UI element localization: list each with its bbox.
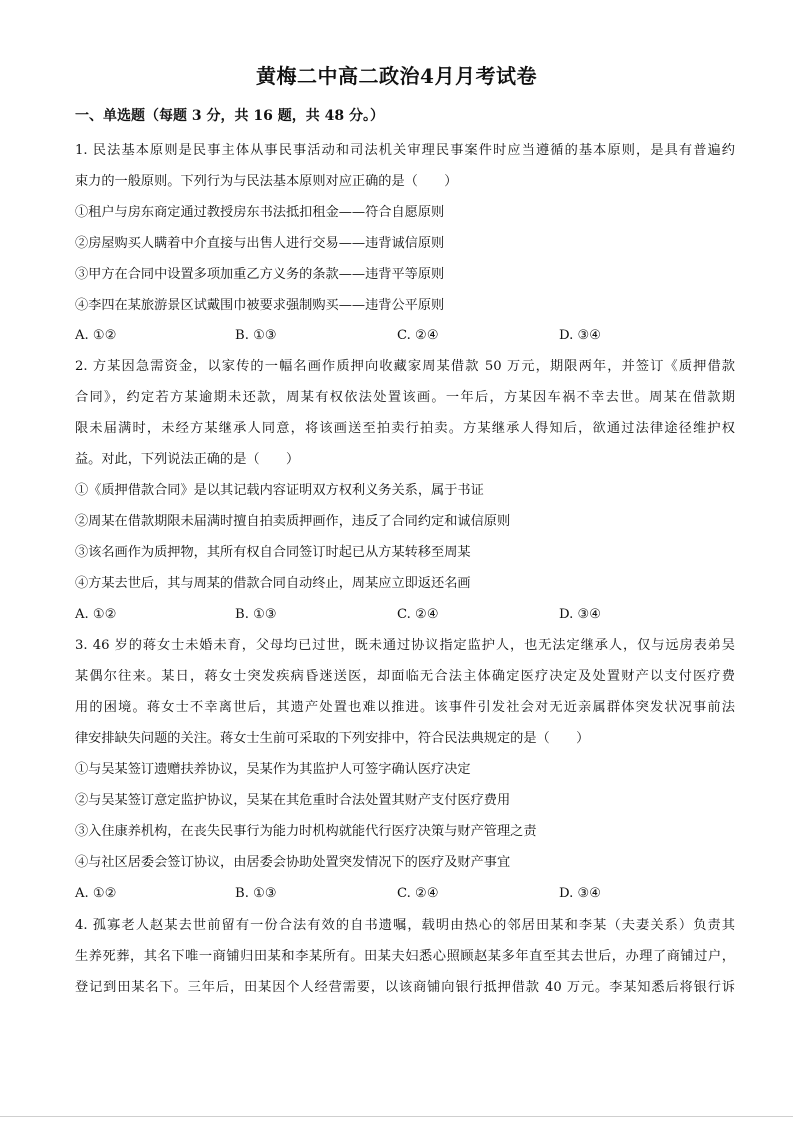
q3-option-c[interactable]: C. ②④ — [397, 886, 439, 901]
q1-item-1: ①租户与房东商定通过教授房东书法抵扣租金——符合自愿原则 — [75, 205, 445, 220]
q3-item-1: ①与吴某签订遗赠扶养协议，吴某作为其监护人可签字确认医疗决定 — [75, 762, 471, 777]
q2-item-2: ②周某在借款期限未届满时擅自拍卖质押画作，违反了合同约定和诚信原则 — [75, 514, 511, 529]
q3-options — [75, 884, 735, 904]
q2-item-4: ④方某去世后，其与周某的借款合同自动终止，周某应立即返还名画 — [75, 576, 471, 591]
q4-stem-line-3: 登记到田某名下。三年后，田某因个人经营需要，以该商铺向银行抵押借款 40 万元。李某知悉后将银行诉 — [75, 980, 735, 995]
q2-item-1: ①《质押借款合同》是以其记载内容证明双方权利义务关系，属于书证 — [75, 483, 484, 498]
q3-item-4: ④与社区居委会签订协议，由居委会协助处置突发情况下的医疗及财产事宜 — [75, 855, 511, 870]
page-title: 黄梅二中高二政治4月月考试卷 — [256, 64, 537, 88]
q2-stem-line-2: 合同》，约定若方某逾期未还款，周某有权依法处置该画。一年后，方某因车祸不幸去世。周某在借款期 — [75, 390, 735, 405]
q2-option-a[interactable]: A. ①② — [75, 607, 117, 622]
q1-stem-line-2: 束力的一般原则。下列行为与民法基本原则对应正确的是（ ） — [75, 174, 458, 189]
q2-item-3: ③该名画作为质押物，其所有权自合同签订时起已从方某转移至周某 — [75, 545, 471, 560]
q2-stem-line-3: 限未届满时，未经方某继承人同意，将该画送至拍卖行拍卖。方某继承人得知后，欲通过法律途径维护权 — [75, 421, 735, 436]
q3-item-2: ②与吴某签订意定监护协议，吴某在其危重时合法处置其财产支付医疗费用 — [75, 793, 511, 808]
q3-option-d[interactable]: D. ③④ — [559, 886, 602, 901]
q2-stem-line-1: 2. 方某因急需资金，以家传的一幅名画作质押向收藏家周某借款 50 万元，期限两年，并签订《质押借款 — [75, 359, 735, 374]
q3-stem-line-1: 3. 46 岁的蒋女士未婚未育，父母均已过世，既未通过协议指定监护人，也无法定继承人，仅与远房表弟吴 — [75, 638, 735, 653]
q1-item-4: ④李四在某旅游景区试戴围巾被要求强制购买——违背公平原则 — [75, 298, 445, 313]
q1-option-c[interactable]: C. ②④ — [397, 328, 439, 343]
q1-options — [75, 326, 735, 346]
page-bottom-divider — [0, 1116, 793, 1117]
q2-option-b[interactable]: B. ①③ — [235, 607, 277, 622]
q2-options — [75, 605, 735, 625]
q3-stem-line-2: 某偶尔往来。某日，蒋女士突发疾病昏迷送医，却面临无合法主体确定医疗决定及处置财产以支付医疗费 — [75, 669, 735, 684]
q4-stem-line-2: 生养死葬，其名下唯一商铺归田某和李某所有。田某夫妇悉心照顾赵某多年直至其去世后，办理了商铺过户， — [75, 949, 735, 964]
q1-item-2: ②房屋购买人瞒着中介直接与出售人进行交易——违背诚信原则 — [75, 236, 445, 251]
q3-stem-line-3: 用的困境。蒋女士不幸离世后，其遗产处置也难以推进。该事件引发社会对无近亲属群体突发状况事前法 — [75, 700, 735, 715]
q3-stem-line-4: 律安排缺失问题的关注。蒋女士生前可采取的下列安排中，符合民法典规定的是（ ） — [75, 731, 590, 746]
q1-item-3: ③甲方在合同中设置多项加重乙方义务的条款——违背平等原则 — [75, 267, 445, 282]
q3-item-3: ③入住康养机构，在丧失民事行为能力时机构就能代行医疗决策与财产管理之责 — [75, 824, 537, 839]
q1-option-a[interactable]: A. ①② — [75, 328, 117, 343]
q1-option-b[interactable]: B. ①③ — [235, 328, 277, 343]
q2-stem-line-4: 益。对此，下列说法正确的是（ ） — [75, 452, 300, 467]
q3-option-b[interactable]: B. ①③ — [235, 886, 277, 901]
q1-option-d[interactable]: D. ③④ — [559, 328, 602, 343]
section-heading: 一、单选题（每题 3 分，共 16 题，共 48 分。） — [75, 108, 384, 124]
q4-stem-line-1: 4. 孤寡老人赵某去世前留有一份合法有效的自书遗嘱，载明由热心的邻居田某和李某（夫妻关系）负责其 — [75, 918, 735, 933]
q2-option-d[interactable]: D. ③④ — [559, 607, 602, 622]
q3-option-a[interactable]: A. ①② — [75, 886, 117, 901]
q1-stem-line-1: 1. 民法基本原则是民事主体从事民事活动和司法机关审理民事案件时应当遵循的基本原则，是具有普遍约 — [75, 143, 735, 158]
q2-option-c[interactable]: C. ②④ — [397, 607, 439, 622]
